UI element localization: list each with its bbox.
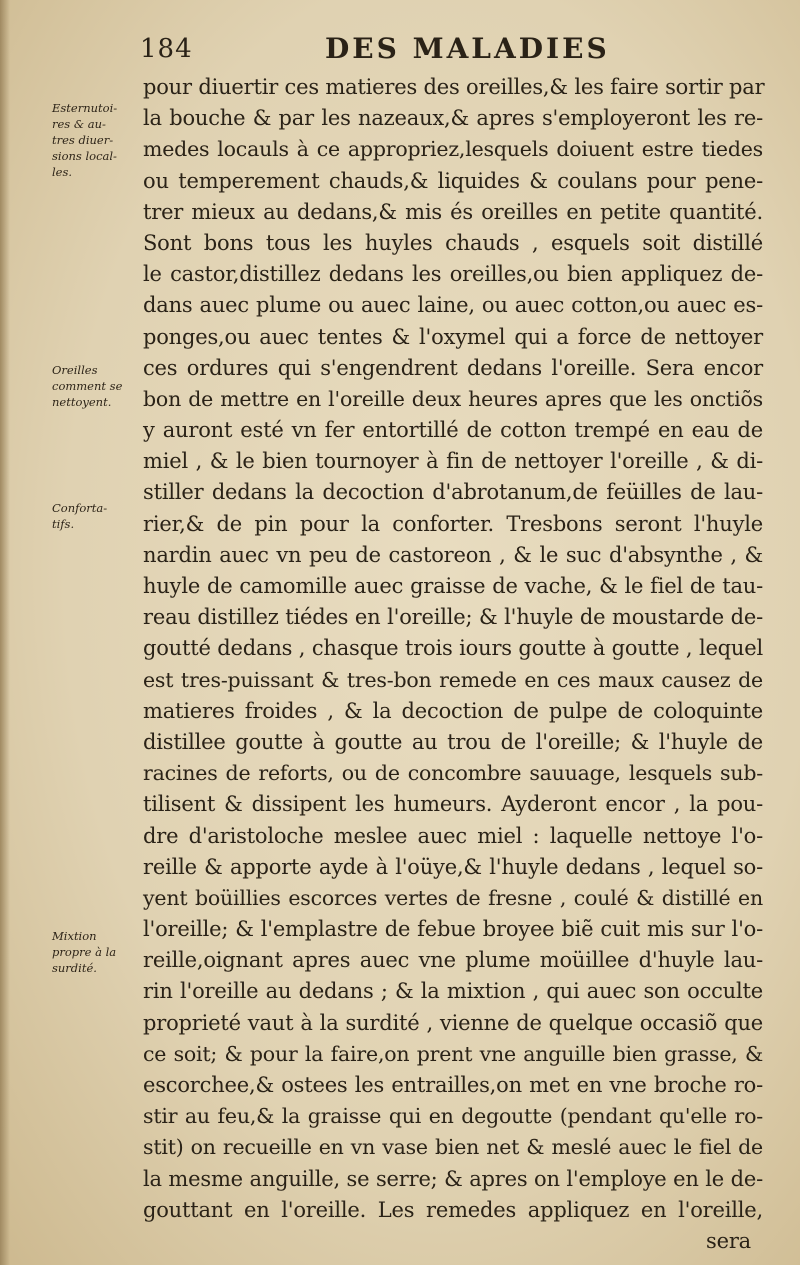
margin-note-line: propre à la (52, 945, 117, 959)
text-line: la mesme anguille, se serre; & apres on l'employe en le de- (143, 1166, 763, 1191)
text-line: nardin auec vn peu de castoreon , & le suc d'absynthe , & (143, 542, 763, 567)
running-head: DES MALADIES (325, 32, 610, 65)
page-header (140, 30, 760, 70)
margin-note-mixture-deafness (52, 928, 142, 976)
text-line: miel , & le bien tournoyer à fin de nettoyer l'oreille , & di- (143, 449, 763, 474)
text-line: yent boüillies escorces vertes de fresne , coulé & distillé en (143, 885, 763, 910)
margin-note-line: surdité. (52, 961, 97, 975)
text-line: pour diuertir ces matieres des oreilles,& les faire sortir par (143, 75, 765, 99)
text-line: l'oreille; & l'emplastre de febue broyee biẽ cuit mis sur l'o- (143, 917, 763, 942)
text-line: le castor,distillez dedans les oreilles,ou bien appliquez de- (143, 262, 763, 287)
text-line: stiller dedans la decoction d'abrotanum,de feüilles de lau- (143, 480, 763, 505)
text-line: Sont bons tous les huyles chauds , esquels soit distillé (143, 230, 763, 255)
text-line: ponges,ou auec tentes & l'oxymel qui a force de nettoyer (143, 324, 763, 349)
margin-note-line: sions local- (52, 149, 117, 163)
text-line: gouttant en l'oreille. Les remedes appliquez en l'oreille, (143, 1197, 763, 1222)
margin-note-sternutatories (52, 100, 142, 180)
text-line: la bouche & par les nazeaux,& apres s'employeront les re- (143, 106, 763, 131)
text-line: y auront esté vn fer entortillé de cotton trempé en eau de (143, 418, 763, 443)
margin-note-line: tres diuer- (52, 133, 114, 147)
text-line: ce soit; & pour la faire,on prent vne anguille bien grasse, & (143, 1041, 763, 1066)
margin-note-fortifying (52, 500, 142, 532)
text-line: rin l'oreille au dedans ; & la mixtion , qui auec son occulte (143, 979, 763, 1004)
text-line: bon de mettre en l'oreille deux heures apres que les onctiõs (143, 386, 763, 411)
margin-note-line: les. (52, 165, 73, 179)
margin-note-line: Esternutoi- (52, 101, 118, 115)
text-line: rier,& de pin pour la conforter. Tresbons seront l'huyle (143, 511, 763, 536)
text-line: reau distillez tiédes en l'oreille; & l'huyle de moustarde de- (143, 605, 763, 630)
page-number: 184 (140, 34, 193, 64)
text-line: racines de reforts, ou de concombre sauuage, lesquels sub- (143, 761, 763, 786)
margin-note-line: Conforta- (52, 501, 108, 515)
margin-note-line: nettoyent. (52, 395, 112, 409)
text-line: ou temperement chauds,& liquides & coulans pour pene- (143, 168, 763, 193)
margin-note-line: res & au- (52, 117, 106, 131)
margin-note-line: tifs. (52, 517, 75, 531)
margin-note-line: Mixtion (52, 929, 97, 943)
text-line: ces ordures qui s'engendrent dedans l'oreille. Sera encor (143, 355, 763, 380)
text-line: dre d'aristoloche meslee auec miel : laquelle nettoye l'o- (143, 823, 763, 848)
body-text (143, 72, 763, 1257)
catchword: sera (706, 1228, 751, 1253)
text-line: goutté dedans , chasque trois iours goutte à goutte , lequel (143, 636, 763, 661)
text-line: trer mieux au dedans,& mis és oreilles en petite quantité. (143, 199, 763, 224)
text-line: dans auec plume ou auec laine, ou auec cotton,ou auec es- (143, 293, 763, 318)
text-line: medes locauls à ce appropriez,lesquels doiuent estre tiedes (143, 137, 763, 162)
text-line: est tres-puissant & tres-bon remede en ces maux causez de (143, 667, 763, 692)
text-line: huyle de camomille auec graisse de vache, & le fiel de tau- (143, 574, 763, 598)
text-line: escorchee,& ostees les entrailles,on met en vne broche ro- (143, 1073, 763, 1097)
text-line: proprieté vaut à la surdité , vienne de quelque occasiõ que (143, 1010, 763, 1035)
text-line: matieres froides , & la decoction de pulpe de coloquinte (143, 698, 763, 723)
text-line: distillee goutte à goutte au trou de l'oreille; & l'huyle de (143, 729, 763, 754)
margin-note-ears-cleaned (52, 362, 142, 410)
page-edge-shadow (0, 0, 10, 1265)
text-line: reille & apporte ayde à l'oüye,& l'huyle dedans , lequel so- (143, 854, 763, 879)
margin-note-line: Oreilles (52, 363, 98, 377)
text-line: tilisent & dissipent les humeurs. Ayderont encor , la pou- (143, 792, 763, 817)
text-line: reille,oignant apres auec vne plume moüillee d'huyle lau- (143, 948, 763, 973)
text-line: stit) on recueille en vn vase bien net & meslé auec le fiel de (143, 1135, 763, 1160)
text-line: stir au feu,& la graisse qui en degoutte (pendant qu'elle ro- (143, 1104, 763, 1129)
margin-note-line: comment se (52, 379, 123, 393)
